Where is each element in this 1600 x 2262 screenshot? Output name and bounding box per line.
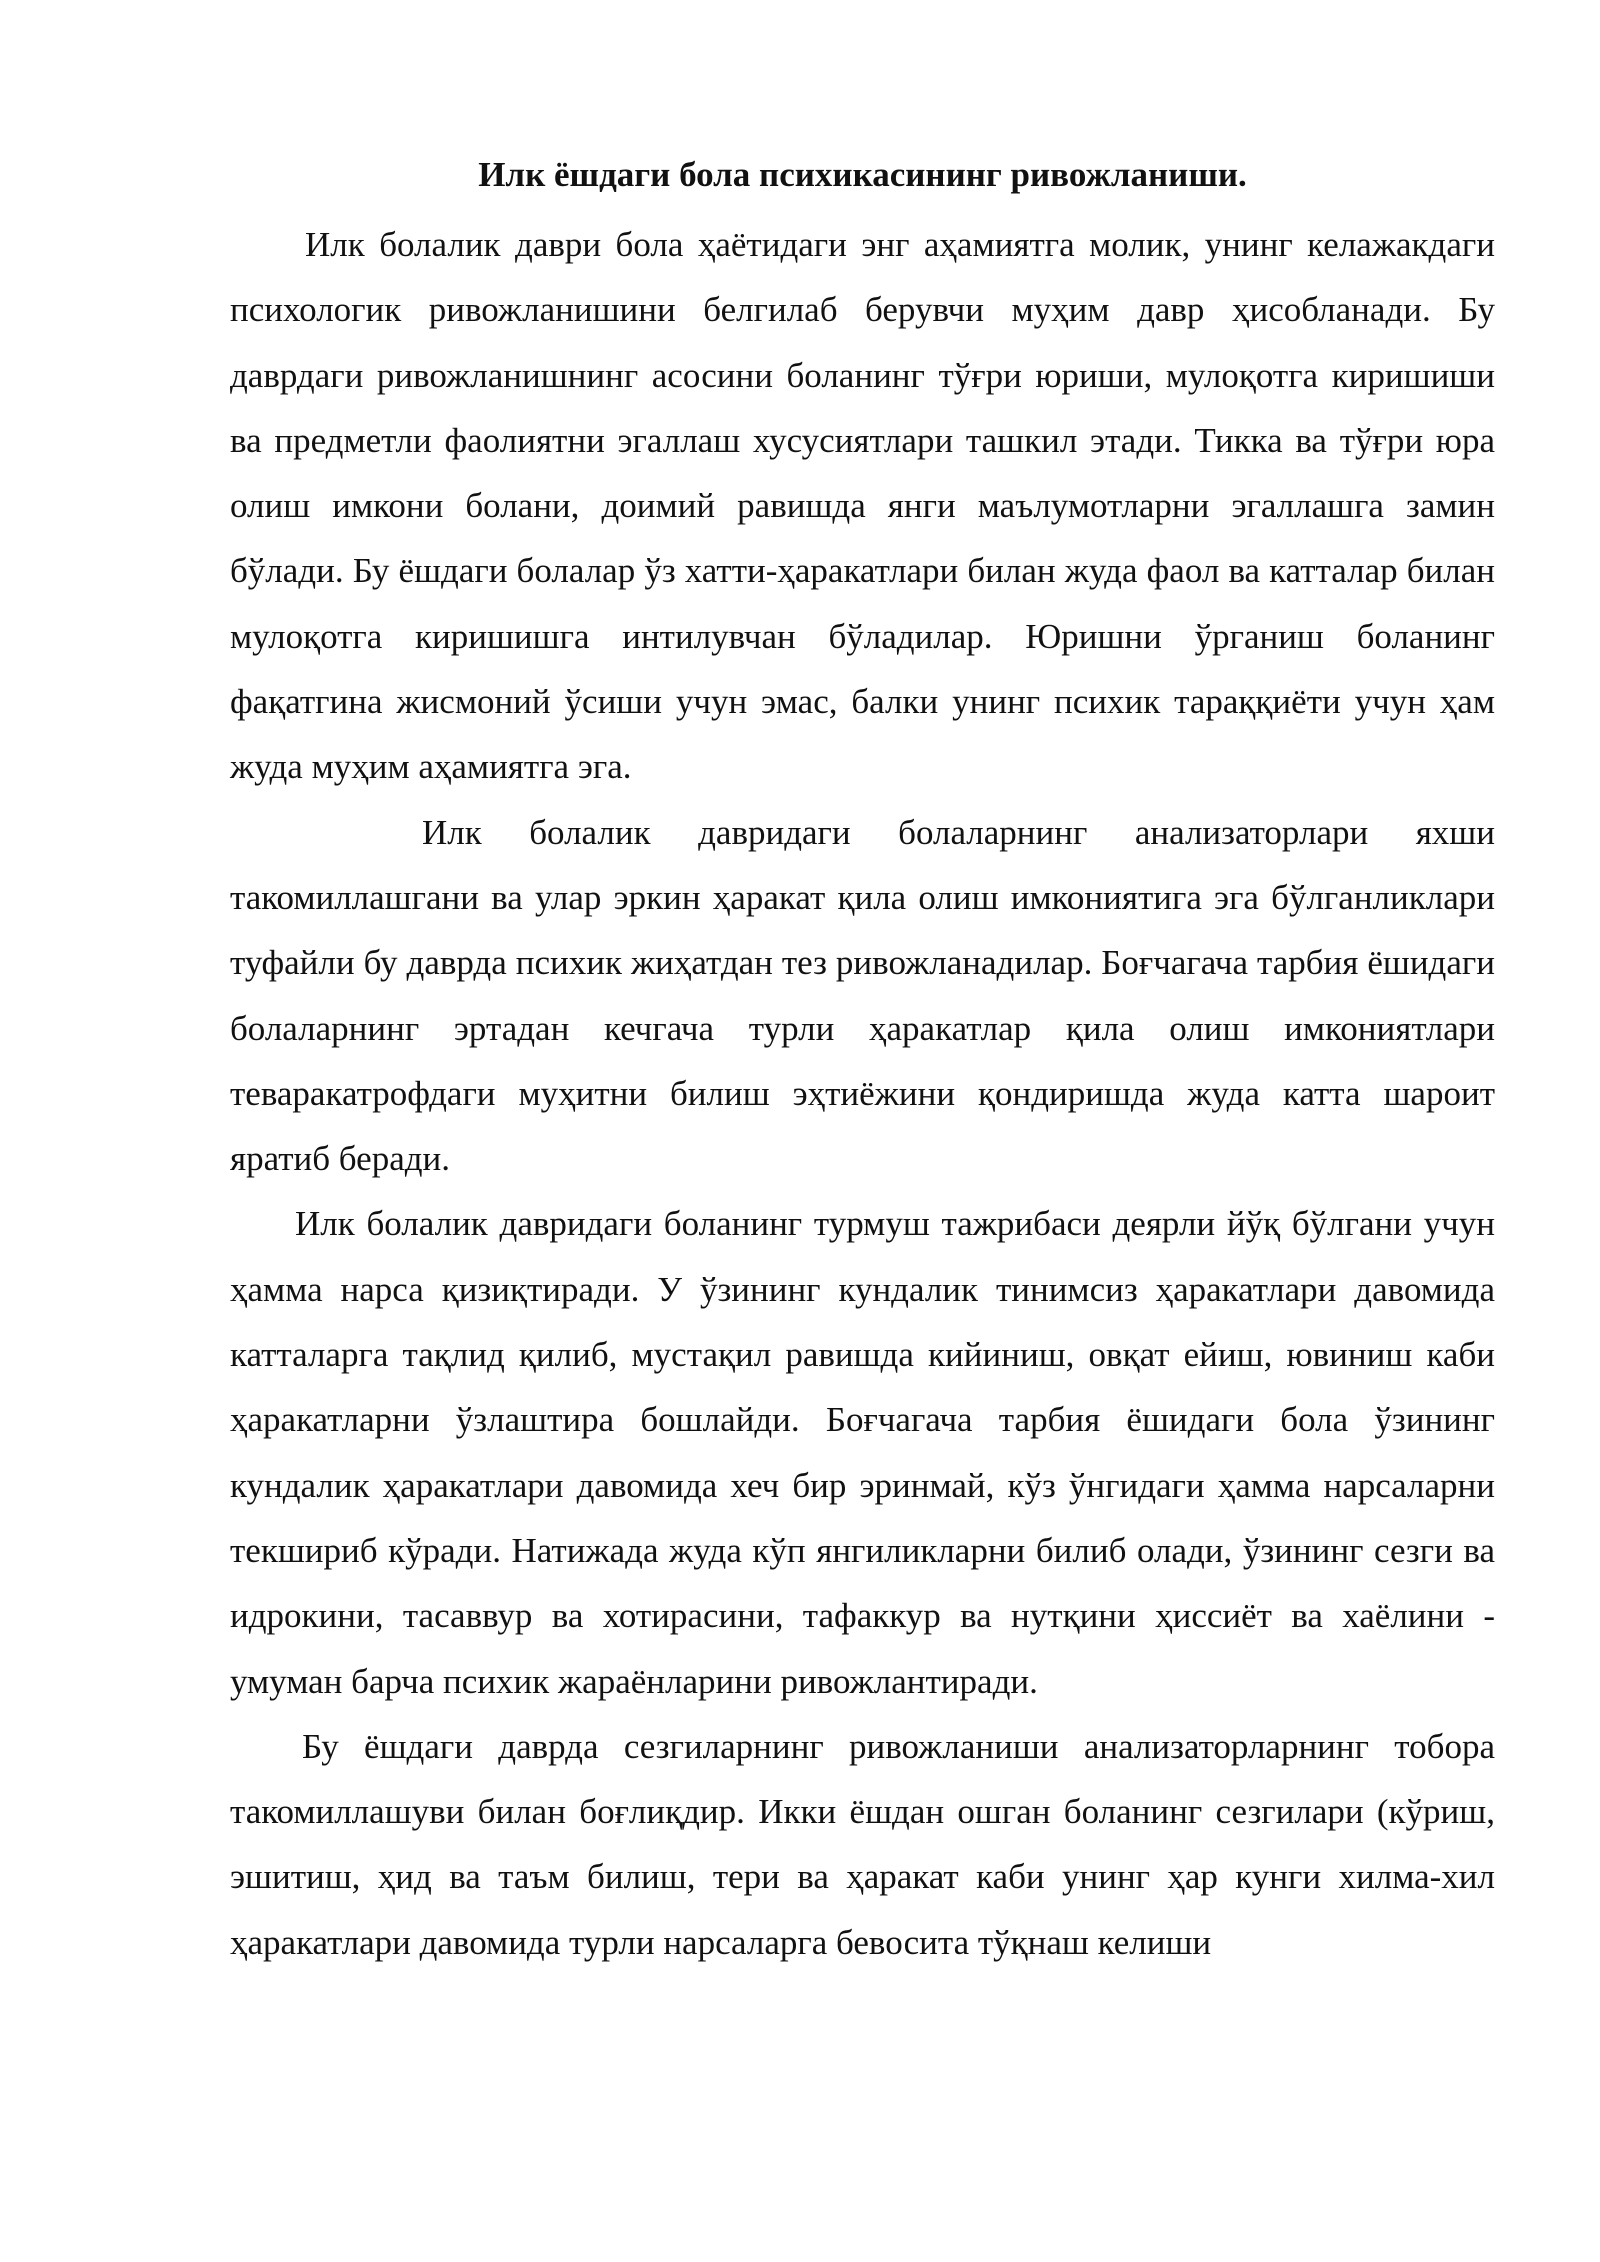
paragraph-2: Илк болалик давридаги болаларнинг анализаторлари яхши такомиллашгани ва улар эркин ҳаракат қила олиш имкониятига эга бўлганликлари туфайли бу даврда психик жиҳатдан тез ривожланадилар. Боғчагача тарбия ёшидаги болаларнинг эртадан кечгача турли ҳаракатлар қила олиш имкониятлари теваракатрофдаги муҳитни билиш эҳтиёжини қондиришда жуда катта шароит яратиб беради. [230,812,1495,1179]
paragraph-1: Илк болалик даври бола ҳаётидаги энг аҳамиятга молик, унинг келажакдаги психологик ривожланишини белгилаб берувчи муҳим давр ҳисобланади. Бу даврдаги ривожланишнинг асосини боланинг тўғри юриши, мулоқотга киришиши ва предметли фаолиятни эгаллаш хусусиятлари ташкил этади. Тикка ва тўғри юра олиш имкони болани, доимий равишда янги маълумотларни эгаллашга замин бўлади. Бу ёшдаги болалар ўз хатти-ҳаракатлари билан жуда фаол ва катталар билан мулоқотга киришишга интилувчан бўладилар. Юришни ўрганиш боланинг фақатгина жисмоний ўсиши учун эмас, балки унинг психик тараққиёти учун ҳам жуда муҳим аҳамиятга эга. [230,225,1495,787]
paragraph-3: Илк болалик давридаги боланинг турмуш тажрибаси деярли йўқ бўлгани учун ҳамма нарса қизиқтиради. У ўзининг кундалик тинимсиз ҳаракатлари давомида катталарга тақлид қилиб, мустақил равишда кийиниш, овқат ейиш, ювиниш каби ҳаракатларни ўзлаштира бошлайди. Боғчагача тарбия ёшидаги бола ўзининг кундалик ҳаракатлари давомида хеч бир эринмай, кўз ўнгидаги ҳамма нарсаларни текшириб кўради. Натижада жуда кўп янгиликларни билиб олади, ўзининг сезги ва идрокини, тасаввур ва хотирасини, тафаккур ва нутқини ҳиссиёт ва хаёлини - умуман барча психик жараёнларини ривожлантиради. [230,1204,1495,1701]
document-title: Илк ёшдаги бола психикасининг ривожланиши. [478,155,1247,194]
paragraph-4: Бу ёшдаги даврда сезгиларнинг ривожланиши анализаторларнинг тобора такомиллашуви билан боғлиқдир. Икки ёшдан ошган боланинг сезгилари (кўриш, эшитиш, ҳид ва таъм билиш, тери ва ҳаракат каби унинг ҳар кунги хилма-хил ҳаракатлари давомида турли нарсаларга бевосита тўқнаш келиши [230,1726,1495,1962]
document-body [230,212,1495,1975]
